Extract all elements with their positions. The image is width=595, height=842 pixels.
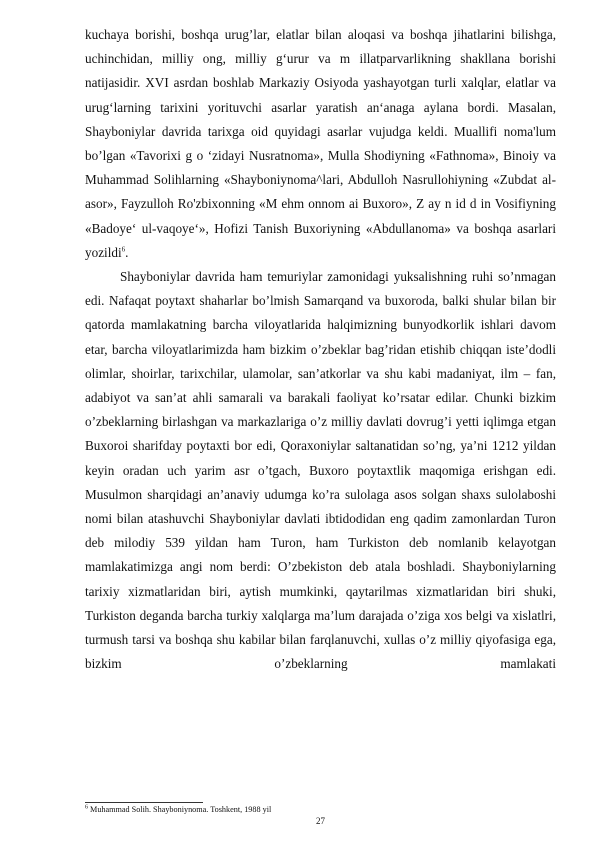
footnote-number: 6 (85, 804, 88, 811)
footnote (85, 805, 271, 815)
paragraph-1-text: kuchaya borishi, boshqa urug’lar, elatlar bilan aloqasi va boshqa jihatlarini bilishga, uchinchidan, milliy ong, milliy g‘urur va m illatparvarlikning shakllana borishi natijasidir. XVI asrdan boshlab Markaziy Osiyoda yashayotgan turli xalqlar, elatlar va urug‘larning tarixini yorituvchi asarlar yaratish an‘anaga aylana bordi. Masalan, Shayboniylar davrida tarixga oid quyidagi asarlar vujudga keldi. Muallifi noma'lum bo’lgan «Tavorixi g o ‘zidayi Nusratnoma», Mulla Shodiyning «Fathnoma», Binoiy va Muhammad Solihlarning «Shayboniynoma^lari, Abdulloh Nasrullohiyning «Zubdat al-asor», Fayzulloh Ro'zbixonning «M ehm onnom ai Buxoro», Z ay n id d in Vosifiyning «Badoye‘ ul-vaqoye‘», Hofizi Tanish Buxoriyning «Abdullanoma» va boshqa asarlari yozildi (85, 27, 556, 260)
paragraph-1-end: . (125, 244, 129, 260)
page-number: 27 (316, 816, 325, 826)
footnote-text: Muhammad Solih. Shayboniynoma. Toshkent, 1988 yil (90, 805, 272, 814)
footnote-ref[interactable]: 6 (121, 245, 126, 254)
paragraph-2: Shayboniylar davrida ham temuriylar zamonidagi yuksalishning ruhi so’nmagan edi. Nafaqat poytaxt shaharlar bo’lmish Samarqand va buxoroda, balki shular bilan bir qatorda mamlakatning barcha viloyatlarida halqimizning bunyodkorlik ishlari davom etar, barcha viloyatlarimizda ham bizkim o’zbeklar bag’ridan etishib chiqqan iste’dodli olimlar, shoirlar, tarixchilar, ulamolar, san’atkorlar va shu kabi madaniyat, ilm – fan, adabiyot va san’at ahli samarali va barakali faoliyat ko’rsatar edilar. Chunki bizkim o’zbeklarning birlashgan va markazlariga o’z milliy davlati dovrug’i yetti iqlimga etgan Buxoroi sharifday poytaxti bor edi, Qoraxoniylar saltanatidan so’ng, ya’ni 1212 yildan keyin oradan uch yarim asr o’tgach, Buxoro poytaxtlik maqomiga erishgan edi. Musulmon sharqidagi an’anaviy udumga ko’ra sulolaga asos solgan shaxs sulolaboshi nomi bilan atashuvchi Shayboniylar davlati ibtidodidan eng qadim zamonlardan Turon deb milodiy 539 yildan ham Turon, ham Turkiston deb nomlanib kelayotgan mamlakatimizga angi nom berdi: O’zbekiston deb atala boshladi. Shayboniylarning tarixiy xizmatlaridan biri, aytish mumkinki, qaytarilmas xizmatlaridan biri shuki, Turkiston deganda barcha turkiy xalqlarga ma’lum darajada o’ziga xos belgi va xislatlri, turmush tarsi va boshqa shu kabilar bilan farqlanuvchi, xullas o’z milliy qiyofasiga ega, bizkim o’zbeklarning mamlakati (85, 269, 556, 672)
page-body (85, 23, 556, 676)
paragraph-1 (85, 23, 556, 265)
footnote-divider (85, 802, 203, 803)
